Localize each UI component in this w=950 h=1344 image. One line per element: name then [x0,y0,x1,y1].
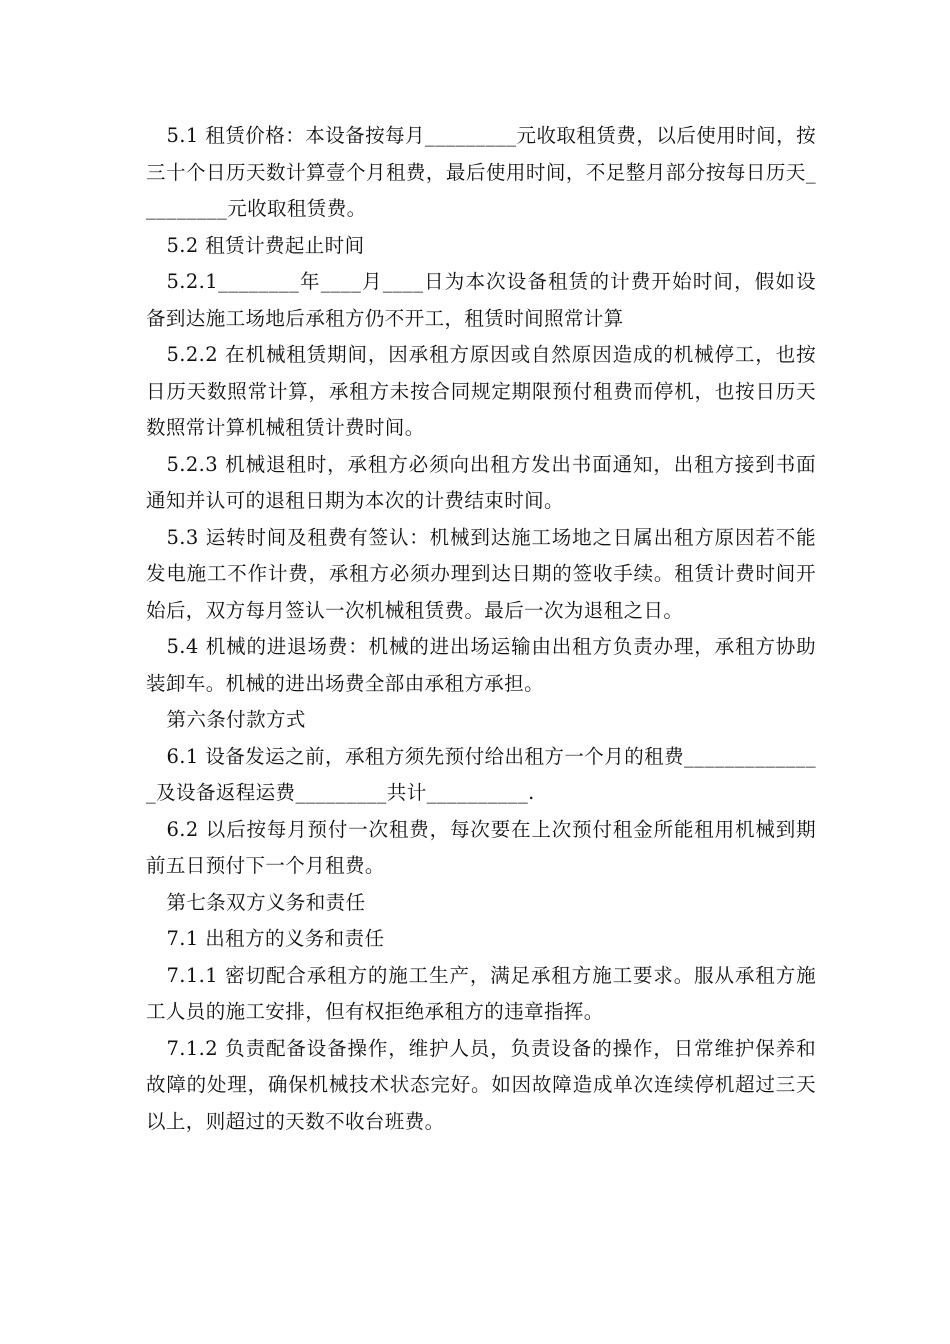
clause-5-2-3-return-notice: 5.2.3 机械退租时，承租方必须向出租方发出书面通知，出租方接到书面通知并认可的退租日期为本次的计费结束时间。 [146,452,816,512]
clause-7-1-lessor-duties-heading: 7.1 出租方的义务和责任 [166,927,385,950]
clause-7-1-1-cooperation: 7.1.1 密切配合承租方的施工生产，满足承租方施工要求。服从承租方施工人员的施工安排，但有权拒绝承租方的违章指挥。 [146,963,816,1023]
clause-7-1-2-operators-maintenance: 7.1.2 负责配备设备操作，维护人员，负责设备的操作，日常维护保养和故障的处理，确保机械技术状态完好。如因故障造成单次连续停机超过三天以上，则超过的天数不收台班费。 [146,1036,816,1133]
article-7-heading: 第七条双方义务和责任 [166,890,366,914]
clause-5-1-rental-price: 5.1 租赁价格：本设备按每月_________元收取租赁费，以后使用时间，按三十个日历天数计算壹个月租费，最后使用时间，不足整月部分按每日历天_________元收取租赁费。 [146,124,816,220]
clause-5-2-1-billing-start: 5.2.1________年____月____日为本次设备租赁的计费开始时间，假如设备到达施工场地后承租方仍不开工，租赁时间照常计算 [146,270,816,330]
clause-5-4-transport-fees: 5.4 机械的进退场费：机械的进出场运输由出租方负责办理，承租方协助装卸车。机械的进出场费全部由承租方承担。 [146,635,816,695]
clause-5-2-billing-period-heading: 5.2 租赁计费起止时间 [166,233,365,257]
document-body [146,118,816,1140]
clause-6-1-prepayment: 6.1 设备发运之前，承租方须先预付给出租方一个月的租费______________及设备返程运费_________共计__________. [146,744,816,804]
clause-6-2-monthly-prepayment: 6.2 以后按每月预付一次租费，每次要在上次预付租金所能租用机械到期前五日预付下一个月租费。 [146,817,816,877]
clause-5-3-operating-time: 5.3 运转时间及租费有签认：机械到达施工场地之日属出租方原因若不能发电施工不作计费，承租方必须办理到达日期的签收手续。租赁计费时间开始后，双方每月签认一次机械租赁费。最后一次为退租之日。 [146,525,816,622]
article-6-heading: 第六条付款方式 [166,708,306,731]
clause-5-2-2-downtime-billing: 5.2.2 在机械租赁期间，因承租方原因或自然原因造成的机械停工，也按日历天数照常计算，承租方未按合同规定期限预付租费而停机，也按日历天数照常计算机械租赁计费时间。 [146,343,816,439]
